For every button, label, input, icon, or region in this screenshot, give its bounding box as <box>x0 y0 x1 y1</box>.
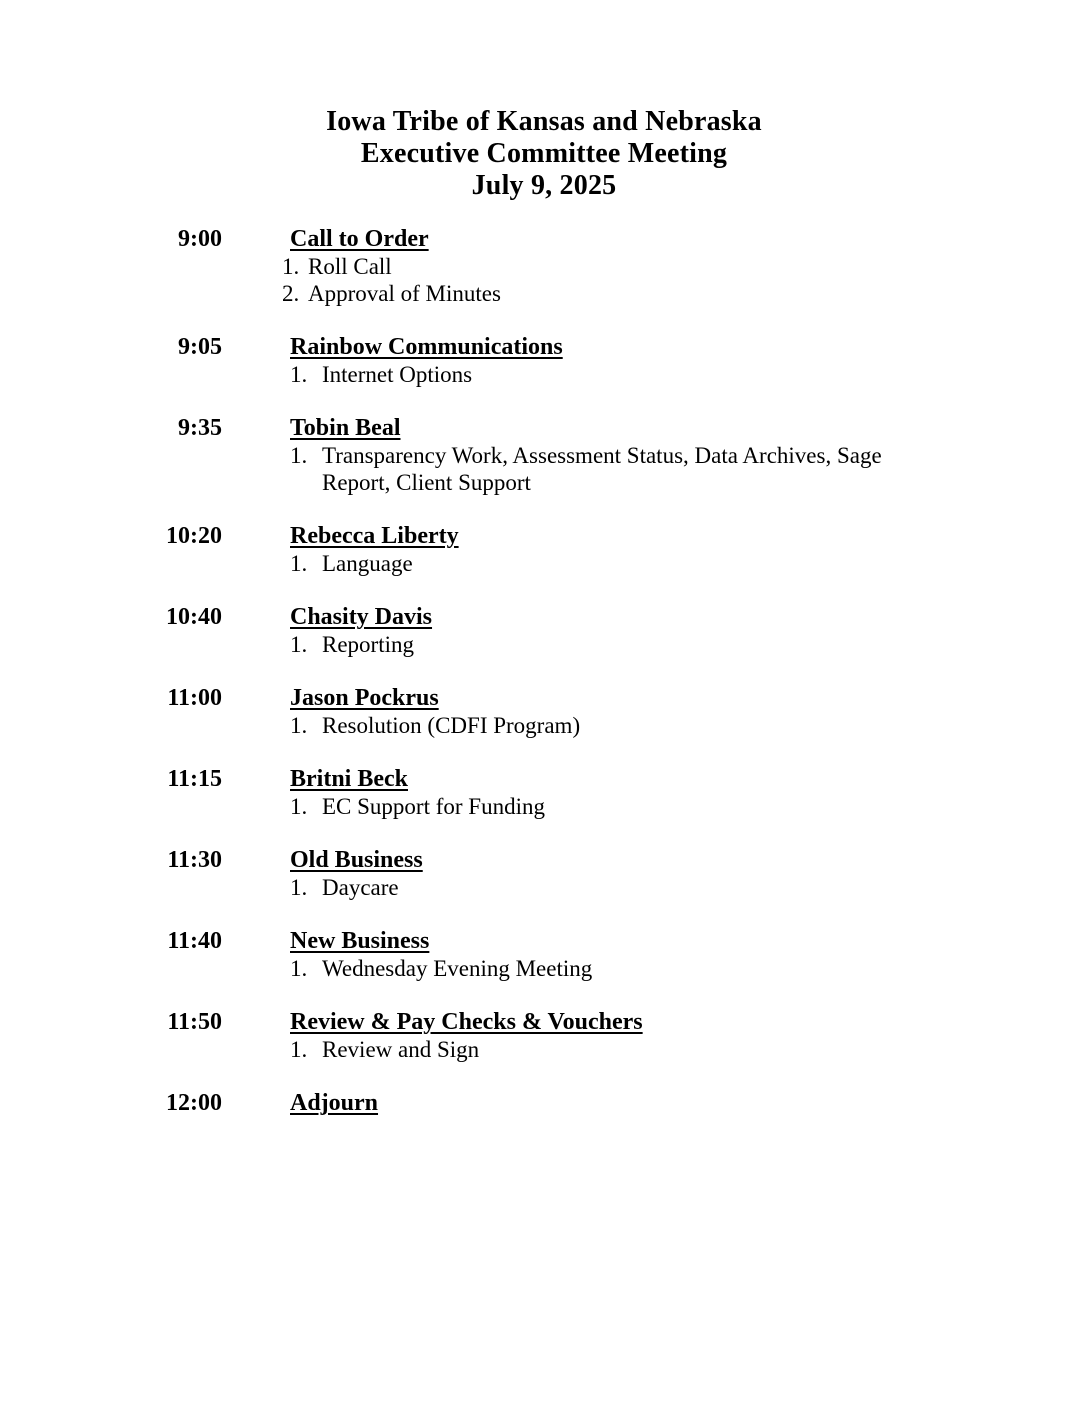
agenda-time: 9:00 <box>178 226 222 252</box>
item-text: Reporting <box>322 632 414 657</box>
agenda-section-content <box>290 1009 940 1063</box>
agenda-section-content <box>290 523 940 577</box>
agenda-heading: Adjourn <box>290 1090 379 1116</box>
agenda-heading: Old Business <box>290 847 423 873</box>
agenda-section-content <box>282 226 940 307</box>
item-number: 1. <box>290 713 308 738</box>
title-line-organization: Iowa Tribe of Kansas and Nebraska <box>326 106 762 137</box>
agenda-time: 10:20 <box>166 523 222 549</box>
agenda-time: 11:30 <box>167 847 222 873</box>
agenda-section-rebecca-liberty <box>0 523 1088 577</box>
item-text: Wednesday Evening Meeting <box>322 956 593 981</box>
item-text: Roll Call <box>308 254 392 279</box>
agenda-heading: New Business <box>290 928 430 954</box>
agenda-item <box>290 712 940 739</box>
document-title <box>0 0 1088 202</box>
item-number: 1. <box>290 362 308 387</box>
agenda-heading: Chasity Davis <box>290 604 433 630</box>
item-number: 1. <box>290 1037 308 1062</box>
agenda-section-old-business <box>0 847 1088 901</box>
agenda-item <box>282 280 940 307</box>
agenda-heading: Rebecca Liberty <box>290 523 459 549</box>
title-line-meeting-name: Executive Committee Meeting <box>360 138 728 169</box>
agenda-time: 9:05 <box>178 334 222 360</box>
agenda-item <box>290 955 940 982</box>
item-number: 1. <box>290 794 308 819</box>
agenda-section-new-business <box>0 928 1088 982</box>
agenda-heading: Review & Pay Checks & Vouchers <box>290 1009 643 1035</box>
agenda-time: 10:40 <box>166 604 222 630</box>
agenda-section-britni-beck <box>0 766 1088 820</box>
item-number: 1. <box>290 632 308 657</box>
agenda-item <box>290 874 940 901</box>
agenda-time: 11:50 <box>167 1009 222 1035</box>
agenda-heading: Call to Order <box>290 226 429 252</box>
agenda-heading: Britni Beck <box>290 766 408 792</box>
agenda-time: 12:00 <box>166 1090 222 1116</box>
agenda-item <box>290 550 940 577</box>
agenda-section-content <box>290 928 940 982</box>
agenda-section-content <box>290 604 940 658</box>
item-number: 1. <box>282 254 300 279</box>
agenda-item <box>290 1036 940 1063</box>
agenda-section-content <box>290 415 940 496</box>
agenda-section-rainbow-communications <box>0 334 1088 388</box>
item-number: 1. <box>290 956 308 981</box>
agenda-time: 9:35 <box>178 415 222 441</box>
agenda-item <box>290 793 940 820</box>
agenda-section-tobin-beal <box>0 415 1088 496</box>
agenda-heading: Rainbow Communications <box>290 334 563 360</box>
agenda-section-content <box>290 766 940 820</box>
agenda-time: 11:15 <box>167 766 222 792</box>
agenda-section-content <box>290 1090 940 1117</box>
agenda-item <box>290 631 940 658</box>
agenda-time: 11:00 <box>167 685 222 711</box>
item-text: Language <box>322 551 413 576</box>
agenda-item <box>290 361 940 388</box>
agenda-section-review-pay-checks-vouchers <box>0 1009 1088 1063</box>
agenda-section-chasity-davis <box>0 604 1088 658</box>
item-text: Internet Options <box>322 362 473 387</box>
agenda-item <box>282 253 940 280</box>
agenda-time: 11:40 <box>167 928 222 954</box>
agenda-heading: Jason Pockrus <box>290 685 439 711</box>
title-line-date: July 9, 2025 <box>471 170 617 201</box>
item-text: Resolution (CDFI Program) <box>322 713 581 738</box>
agenda-section-content <box>290 685 940 739</box>
agenda-item <box>290 442 940 496</box>
item-number: 1. <box>290 443 308 468</box>
agenda-section-call-to-order <box>0 226 1088 307</box>
item-number: 2. <box>282 281 300 306</box>
item-number: 1. <box>290 875 308 900</box>
item-text: Approval of Minutes <box>308 281 501 306</box>
item-text: Transparency Work, Assessment Status, Data Archives, Sage Report, Client Support <box>322 443 882 495</box>
item-text: Review and Sign <box>322 1037 480 1062</box>
agenda-heading: Tobin Beal <box>290 415 401 441</box>
agenda-section-jason-pockrus <box>0 685 1088 739</box>
item-text: EC Support for Funding <box>322 794 545 819</box>
agenda-section-content <box>290 334 940 388</box>
item-number: 1. <box>290 551 308 576</box>
agenda-section-content <box>290 847 940 901</box>
agenda-list <box>0 226 1088 1117</box>
agenda-section-adjourn <box>0 1090 1088 1117</box>
item-text: Daycare <box>322 875 399 900</box>
